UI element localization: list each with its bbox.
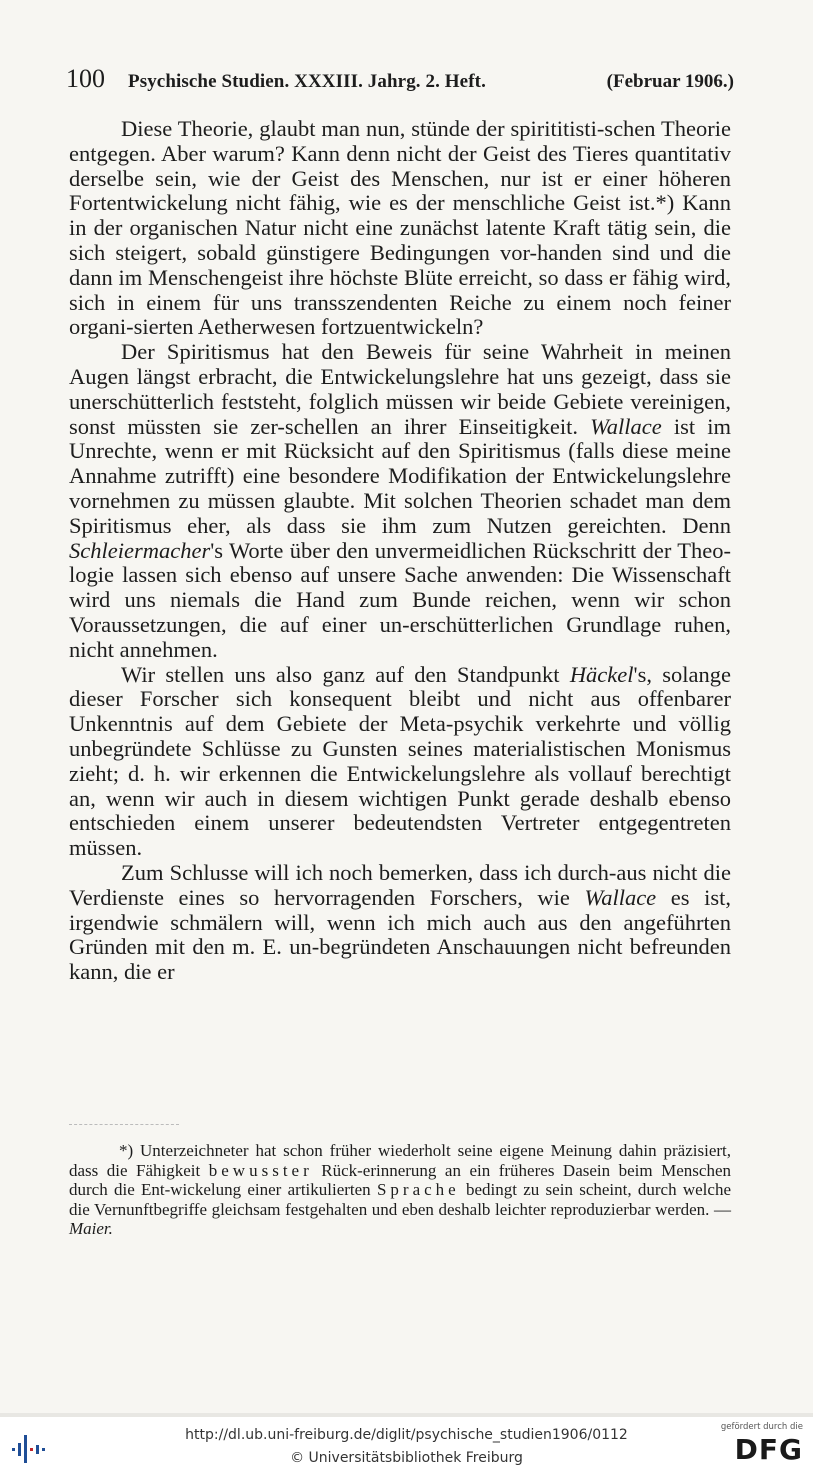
paragraph-3 [69, 663, 731, 861]
footnote-text-b: Rück-erinnerung an ein früheres Dasein beim Menschen durch die Ent-wickelung einer artikulierten [69, 1160, 731, 1200]
dfg-tagline: gefördert durch die [720, 1422, 803, 1432]
footnote-divider [69, 1124, 179, 1125]
paragraph-3-text-a: Wir stellen uns also ganz auf den Standpunkt [121, 661, 570, 687]
footnote-author: Maier. [69, 1219, 113, 1239]
name-schleiermacher: Schleiermacher [69, 537, 211, 563]
paragraph-4 [69, 861, 731, 985]
body-text [69, 117, 731, 985]
name-wallace: Wallace [590, 413, 662, 439]
paragraph-3-text-b: 's, solange dieser Forscher sich konsequent bleibt und nicht aus offenbarer Unkenntnis auf dem Gebiete der Meta-psychik verkehrte und völlig unbegründete Schlüsse zu Gunsten seines materialistischen Monismus zieht; d. h. wir erkennen die Entwickelungslehre als vollauf berechtigt an, wenn wir auch in diesem wichtigen Punkt gerade deshalb ebenso entschieden einem unserer bedeutendsten Vertreter entgegentreten müssen. [69, 661, 731, 861]
paragraph-2-text-b: ist im Unrechte, wenn er mit Rücksicht auf den Spiritismus (falls diese meine Annahme zutrifft) eine besondere Modifikation der Entwickelungslehre vornehmen zu müssen glaubte. Mit solchen Theorien schadet man dem Spiritismus eher, als dass sie ihm zum Nutzen gereichten. Denn [69, 413, 731, 538]
name-wallace-2: Wallace [584, 884, 657, 910]
footnote-spaced-word-2: Sprache [376, 1180, 460, 1200]
permalink-url[interactable]: http://dl.ub.uni-freiburg.de/diglit/psychische_studien1906/0112 [185, 1427, 628, 1443]
viewer-footer [0, 1413, 813, 1473]
name-haeckel: Häckel [569, 661, 634, 687]
page-number: 100 [66, 64, 105, 93]
running-title: Psychische Studien. XXXIII. Jahrg. 2. Heft. [128, 71, 486, 92]
paragraph-2-text-c: 's Worte über den unvermeidlichen Rückschritt der Theo-logie lassen sich ebenso auf unsere Sache anwenden: Die Wissenschaft wird uns niemals die Hand zum Bunde reichen, wenn wir schon Voraussetzungen, die auf einer un-erschütterlichen Grundlage ruhen, nicht annehmen. [69, 537, 731, 662]
footer-top-strip [0, 1413, 813, 1417]
paragraph-4-text-a: Zum Schlusse will ich noch bemerken, dass ich durch-aus nicht die Verdienste eines so hervorragenden Forschers, wie [69, 859, 731, 910]
running-header [66, 64, 734, 96]
footnote-text-a: *) Unterzeichneter hat schon früher wiederholt seine eigene Meinung dahin präzisiert, dass die Fähigkeit [69, 1141, 731, 1180]
dfg-logo: DFG [734, 1433, 803, 1466]
paragraph-2 [69, 340, 731, 662]
paragraph-1: Diese Theorie, glaubt man nun, stünde der spirititisti-schen Theorie entgegen. Aber warum? Kann denn nicht der Geist des Tieres quantitativ derselbe sein, wie der Geist des Menschen, nur ist er einer höheren Fortentwickelung nicht fähig, wie es der menschliche Geist ist.*) Kann in der organischen Natur nicht eine zunächst latente Kraft tätig sein, die sich steigert, sobald günstigere Bedingungen vor-handen sind und die dann im Menschengeist ihre höchste Blüte erreicht, so dass er fähig wird, sich in einem für uns transszendenten Reiche zu einem noch feiner organi-sierten Aetherwesen fortzuentwickeln? [69, 116, 731, 340]
issue-date: (Februar 1906.) [606, 71, 734, 92]
footnote-text-c: bedingt zu sein scheint, durch welche die Vernunftbegriffe gleichsam festgehalten und eben deshalb leichter reproduzierbar werden. — [69, 1180, 731, 1219]
footnote [69, 1141, 731, 1239]
paragraph-2-text-a: Der Spiritismus hat den Beweis für seine Wahrheit in meinen Augen längst erbracht, die Entwickelungslehre hat uns gezeigt, dass sie unerschütterlich feststeht, folglich müssen wir beide Gebiete vereinigen, sonst müssten sie zer-schellen an ihrer Einseitigkeit. [69, 339, 731, 439]
footnote-spaced-word-1: bewusster [208, 1160, 313, 1180]
footnote-text [69, 1141, 731, 1239]
paragraph-4-text-b: es ist, irgendwie schmälern will, wenn ich mich auch aus den angeführten Gründen mit den m. E. un-begründeten Anschauungen nicht befreunden kann, die er [69, 884, 731, 985]
copyright-notice: © Universitätsbibliothek Freiburg [290, 1450, 523, 1466]
dfg-funding-badge[interactable] [719, 1422, 803, 1470]
